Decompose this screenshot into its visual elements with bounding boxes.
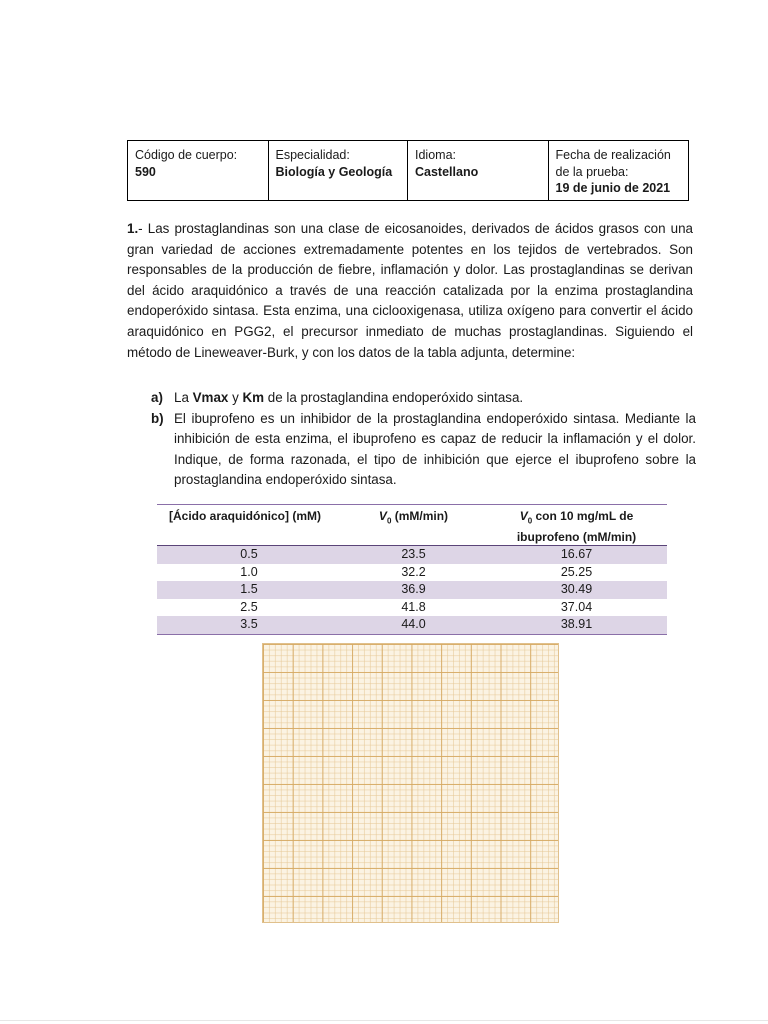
header-value-codigo: 590 — [135, 164, 156, 179]
cell-conc: 1.0 — [240, 564, 258, 579]
item-a-km: Km — [242, 390, 265, 405]
item-a-pre: La — [174, 390, 193, 405]
cell-v0-ibu: 25.25 — [560, 564, 593, 579]
table-row — [157, 546, 667, 564]
item-text-a — [174, 388, 696, 409]
table-row — [157, 564, 667, 582]
table-row — [157, 616, 667, 634]
col2-sub: 0 — [386, 516, 392, 526]
item-letter-b: b) — [151, 410, 164, 426]
header-cell-idioma — [408, 141, 549, 200]
col3-sub: 0 — [527, 516, 533, 526]
kinetics-data-table — [157, 504, 667, 635]
cell-v0-ibu: 38.91 — [486, 616, 667, 634]
item-a-post: de la prostaglandina endoperóxido sintasa. — [264, 390, 524, 405]
header-value-idioma: Castellano — [415, 164, 479, 179]
cell-conc: 3.5 — [157, 616, 341, 634]
question-item-a — [151, 388, 696, 409]
header-cell-fecha — [549, 141, 689, 200]
table-row — [157, 599, 667, 617]
header-label-fecha-2: de la prueba: — [555, 164, 629, 179]
item-a-mid: y — [228, 390, 243, 405]
cell-v0-ibu: 16.67 — [486, 546, 667, 564]
cell-v0: 36.9 — [341, 581, 486, 599]
col2-v: V — [378, 509, 387, 523]
header-cell-especialidad — [269, 141, 409, 200]
item-a-vmax: Vmax — [192, 390, 229, 405]
item-text-b: El ibuprofeno es un inhibidor de la prostaglandina endoperóxido sintasa. Mediante la inhibición de esta enzima, el ibuprofeno es capaz de reducir la inflamación y el dolor. Indique, de forma razonada, el tipo de inhibición que ejerce el ibuprofeno sobre la prostaglandina endoperóxido sintasa. — [174, 410, 696, 488]
cell-conc: 1.5 — [157, 581, 341, 599]
graph-paper-grid — [262, 643, 559, 923]
col-header-v0 — [341, 505, 486, 546]
question-items — [151, 388, 696, 491]
question-item-b — [151, 409, 696, 491]
cell-conc: 2.5 — [240, 599, 258, 614]
cell-v0: 41.8 — [401, 599, 426, 614]
header-label-especialidad: Especialidad: — [275, 148, 350, 162]
col-header-concentration: [Ácido araquidónico] (mM) — [157, 505, 341, 546]
cell-v0: 44.0 — [341, 616, 486, 634]
page-bottom-divider — [0, 1020, 768, 1021]
table-header-row — [157, 505, 667, 546]
question-paragraph — [127, 219, 693, 363]
cell-v0-ibu: 37.04 — [560, 599, 593, 614]
cell-v0: 23.5 — [341, 546, 486, 564]
cell-conc: 0.5 — [157, 546, 341, 564]
header-value-fecha: 19 de junio de 2021 — [555, 181, 671, 195]
col-header-v0-ibuprofeno — [486, 505, 667, 546]
header-cell-codigo — [128, 141, 269, 200]
header-value-especialidad: Biología y Geología — [275, 164, 393, 179]
cell-v0-ibu: 30.49 — [486, 581, 667, 599]
col3-v: V — [519, 509, 528, 523]
col3-rest: con 10 mg/mL de — [532, 509, 634, 523]
header-label-fecha-1: Fecha de realización — [555, 148, 671, 162]
header-label-codigo: Código de cuerpo: — [135, 148, 238, 162]
question-text: - Las prostaglandinas son una clase de eicosanoides, derivados de ácidos grasos con una gran variedad de acciones extremadamente potentes en los tejidos de vertebrados. Son responsables de la producción de fiebre, inflamación y dolor. Las prostaglandinas se derivan del ácido araquidónico a través de una reacción catalizada por la enzima prostaglandina endoperóxido sintasa. Esta enzima, una ciclooxigenasa, utiliza oxígeno para convertir el ácido araquidónico en PGG2, el precursor inmediato de muchas prostaglandinas. Siguiendo el método de Lineweaver-Burk, y con los datos de la tabla adjunta, determine: — [127, 221, 693, 360]
cell-v0: 32.2 — [401, 564, 426, 579]
table-row — [157, 581, 667, 599]
col2-rest: (mM/min) — [391, 509, 449, 523]
item-letter-a: a) — [151, 390, 163, 405]
header-label-idioma: Idioma: — [415, 148, 456, 162]
question-number: 1. — [127, 221, 139, 236]
exam-header-table — [127, 140, 689, 201]
col3-line2: ibuprofeno (mM/min) — [516, 530, 637, 545]
